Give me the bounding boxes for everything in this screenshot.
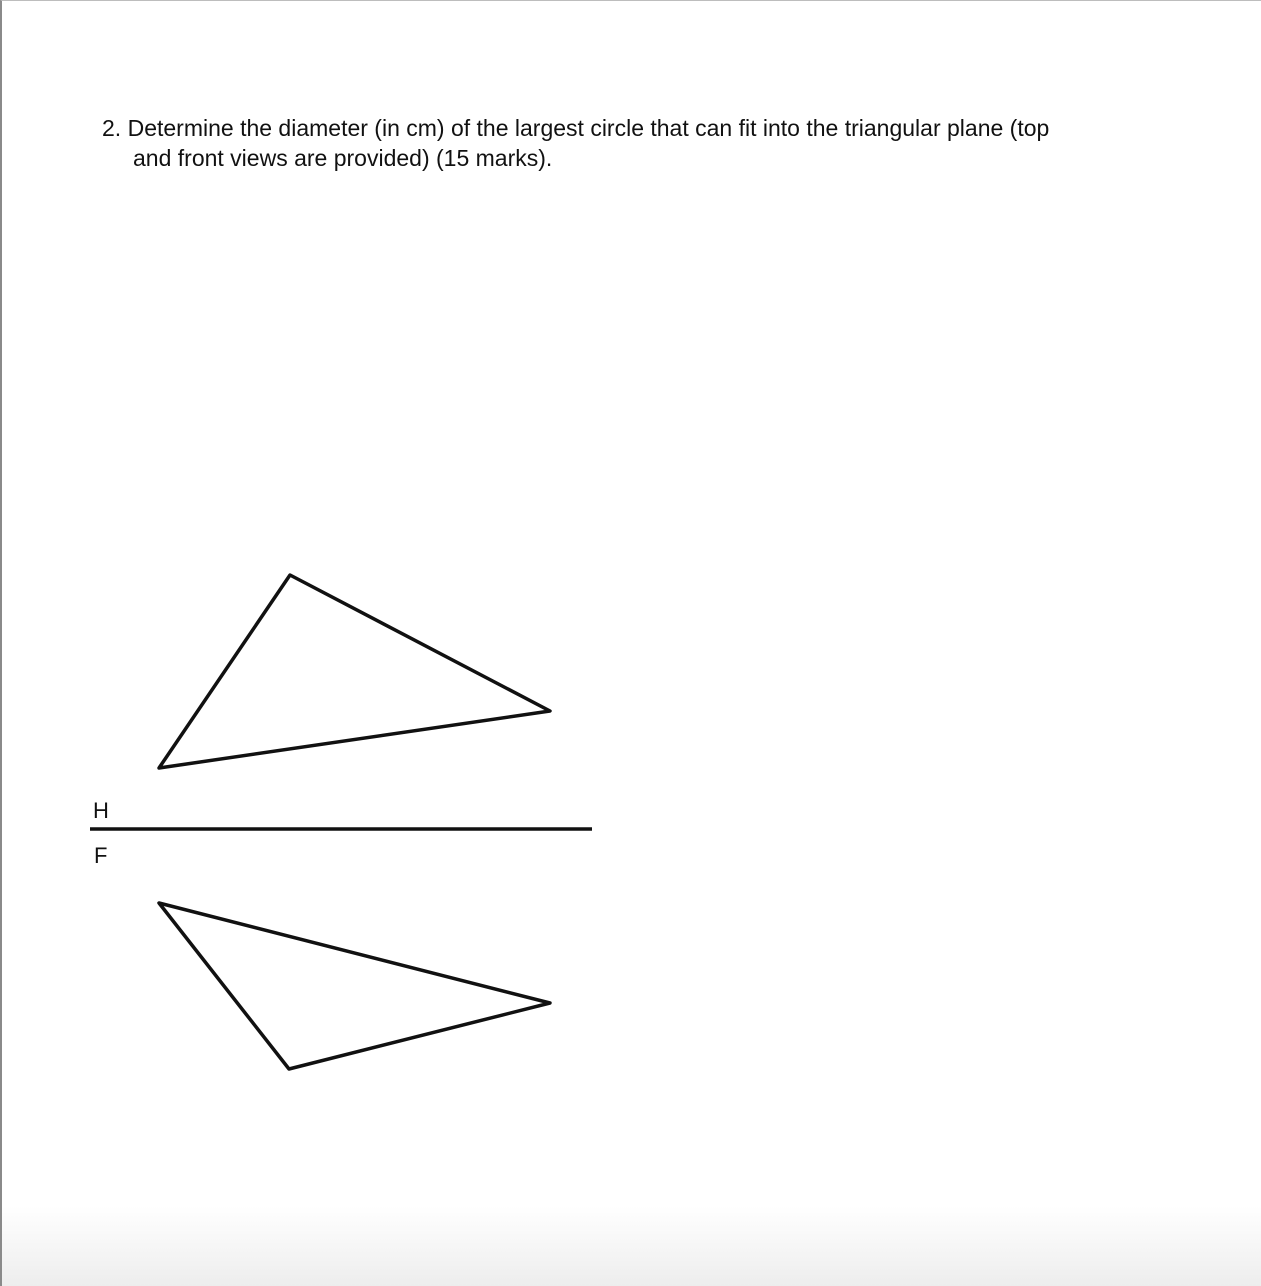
question-line-2: and front views are provided) (15 marks).: [133, 145, 553, 171]
fold-label-h: H: [93, 798, 109, 823]
front-view-triangle: [159, 903, 550, 1069]
page-bottom-shade: [2, 1206, 1261, 1286]
orthographic-drawing: [2, 1, 1261, 1286]
fold-label-f: F: [94, 843, 108, 868]
question-number: 2.: [102, 115, 122, 141]
question-line-1-text: Determine the diameter (in cm) of the largest circle that can fit into the triangular plane (top: [127, 115, 1050, 141]
top-view-triangle: [159, 575, 550, 768]
